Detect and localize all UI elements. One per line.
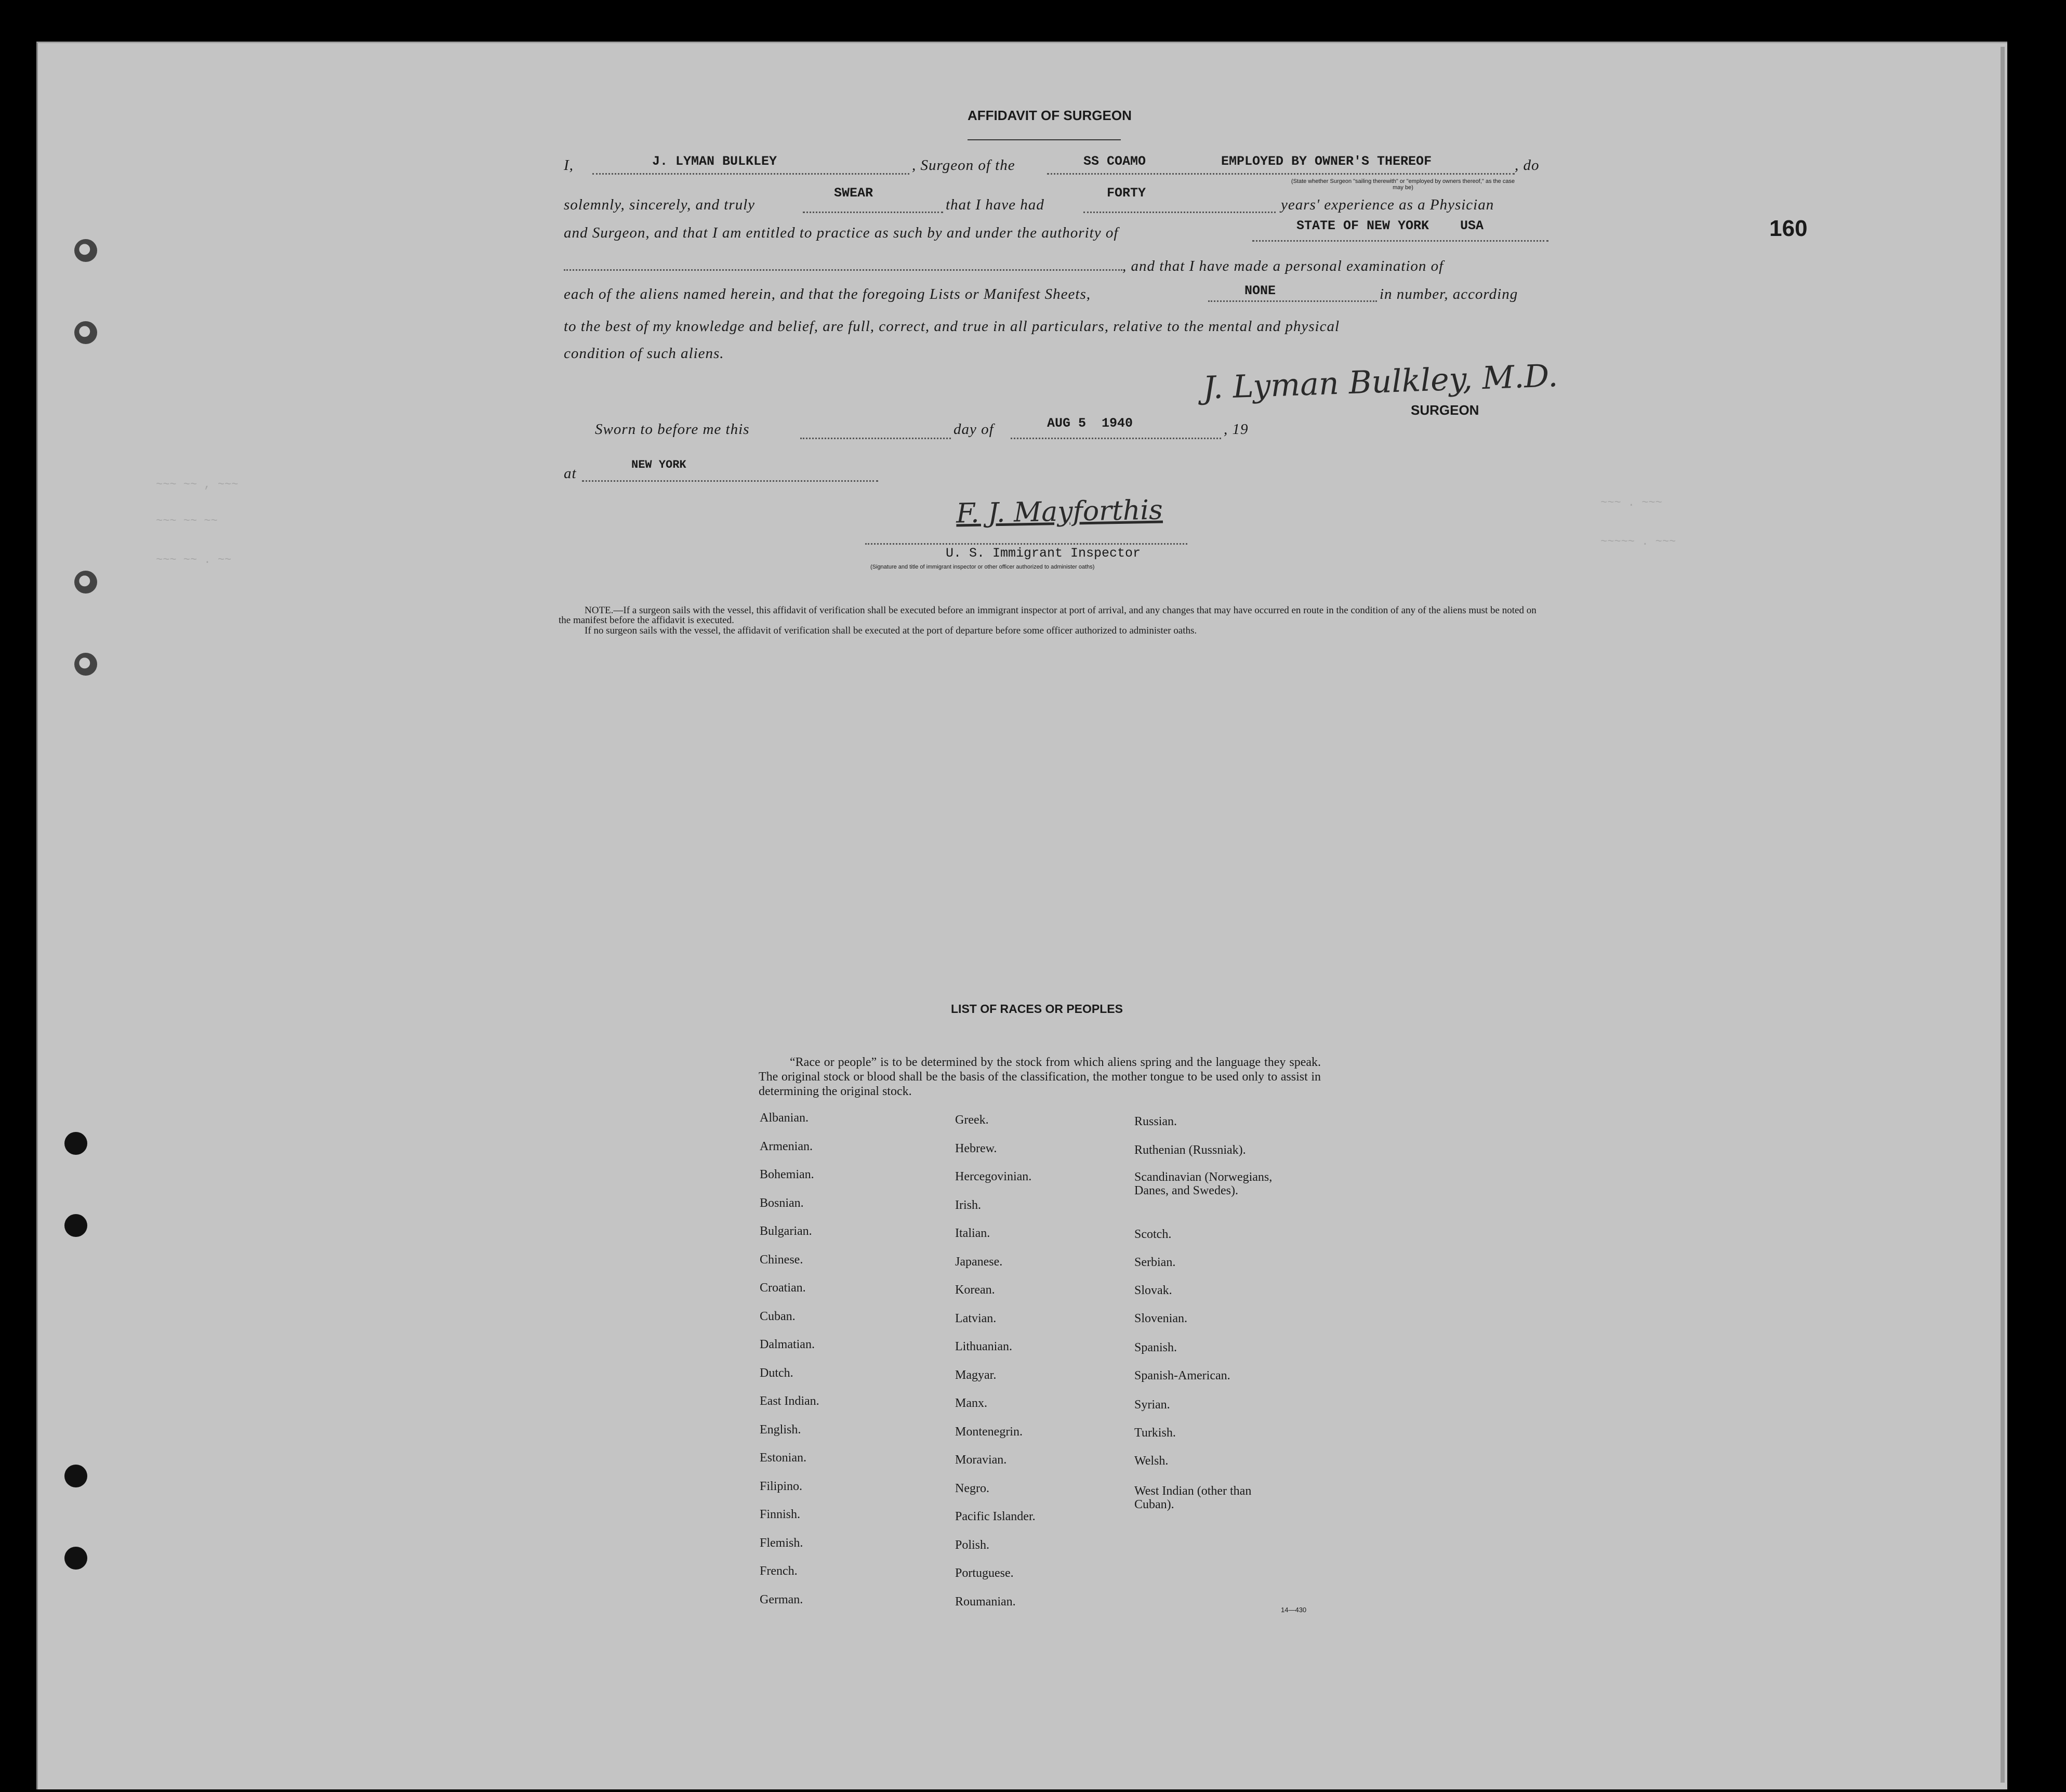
race-item: Scandinavian (Norwegians,: [1134, 1170, 1273, 1184]
binder-hole: [64, 1547, 87, 1570]
page-edge: [2001, 47, 2005, 1783]
sheet-count-line: [1208, 300, 1377, 302]
bleed-through-mark: ~~~ ~~ . ~~: [156, 554, 232, 566]
note-2: If no surgeon sails with the vessel, the affidavit of verification shall be executed at the port of departure before some officer authorized to administer oaths.: [585, 625, 1197, 636]
race-item: Scotch.: [1134, 1228, 1172, 1241]
employment-field: EMPLOYED BY OWNER'S THEREOF: [1221, 154, 1432, 169]
race-item: French.: [760, 1564, 798, 1578]
place-field: NEW YORK: [631, 458, 686, 471]
race-item: Dutch.: [760, 1366, 793, 1380]
years-line: [1083, 212, 1276, 213]
authority-line-2: [564, 269, 1122, 271]
race-item: Croatian.: [760, 1281, 806, 1295]
inspector-title: U. S. Immigrant Inspector: [946, 546, 1141, 561]
binder-hole: [74, 653, 97, 676]
race-item: Chinese.: [760, 1253, 803, 1267]
inspector-line: [865, 543, 1187, 545]
binder-hole: [64, 1132, 87, 1155]
surgeon-label: SURGEON: [1411, 402, 1479, 418]
race-item: Flemish.: [760, 1536, 803, 1550]
sheet-count-field: NONE: [1244, 283, 1276, 298]
vessel-field: SS COAMO: [1083, 154, 1146, 169]
race-item: Finnish.: [760, 1508, 801, 1521]
race-item: Pacific Islander.: [955, 1510, 1036, 1523]
race-item: Dalmatian.: [760, 1338, 815, 1351]
race-item: Serbian.: [1134, 1256, 1176, 1269]
race-item: Hercegovinian.: [955, 1170, 1032, 1183]
race-item: Hebrew.: [955, 1141, 997, 1155]
bleed-through-mark: ~~~ ~~ ~~: [156, 515, 218, 528]
race-item: Manx.: [955, 1396, 987, 1410]
race-item: Greek.: [955, 1113, 989, 1127]
race-item: Bosnian.: [760, 1196, 804, 1210]
race-item: Spanish-American.: [1134, 1369, 1230, 1382]
race-item: Russian.: [1134, 1115, 1177, 1128]
line5-suffix: in number, according: [1380, 286, 1518, 302]
bleed-through-mark: ~~~ ~~ , ~~~: [156, 478, 239, 491]
oath-field: SWEAR: [834, 186, 873, 201]
race-item: Japanese.: [955, 1255, 1003, 1269]
sworn-suffix: , 19: [1224, 421, 1249, 438]
line1-prefix: I,: [564, 157, 574, 174]
affidavit-title: AFFIDAVIT OF SURGEON: [968, 108, 1132, 123]
sworn-day-line: [800, 438, 951, 439]
race-item: German.: [760, 1592, 803, 1606]
authority-line: [1252, 240, 1548, 242]
race-item: Bulgarian.: [760, 1224, 812, 1238]
sworn-date-line: [1011, 438, 1221, 439]
race-item: Negro.: [955, 1481, 989, 1495]
race-item: Turkish.: [1134, 1426, 1176, 1440]
sworn-prefix: Sworn to before me this: [595, 421, 750, 438]
vessel-line: [1047, 173, 1515, 175]
race-item: Armenian.: [760, 1139, 813, 1153]
surgeon-name-line: [592, 173, 909, 175]
race-item: Syrian.: [1134, 1398, 1170, 1412]
surgeon-signature: J. Lyman Bulkley, M.D.: [1202, 358, 1559, 406]
note-1: NOTE.—If a surgeon sails with the vessel, this affidavit of verification shall be executed before an immigrant inspector at port of arrival, and any changes that may have occurred en route in the condition of any of the aliens must be noted on the manifest before the affidavit is executed.: [559, 605, 1537, 626]
race-item: Filipino.: [760, 1479, 803, 1493]
race-item: Lithuanian.: [955, 1340, 1012, 1353]
race-item: West Indian (other than: [1134, 1484, 1252, 1498]
authority-field: STATE OF NEW YORK USA: [1296, 218, 1484, 233]
sworn-mid: day of: [953, 421, 994, 438]
document-sheet: [36, 42, 2007, 1789]
employment-hint: (State whether Surgeon "sailing therewith" or "employed by owners thereof," as the case may be): [1291, 178, 1515, 191]
line2-prefix: solemnly, sincerely, and truly: [564, 196, 756, 213]
line4-text: , and that I have made a personal examination of: [1122, 258, 1444, 274]
race-item: Spanish.: [1134, 1341, 1177, 1354]
sworn-date-field: AUG 5 1940: [1047, 416, 1133, 431]
race-item: Portuguese.: [955, 1566, 1014, 1580]
line2-mid: that I have had: [946, 196, 1044, 213]
binder-hole: [64, 1465, 87, 1487]
race-item: Polish.: [955, 1538, 990, 1552]
races-title: LIST OF RACES OR PEOPLES: [951, 1002, 1123, 1016]
race-item: Bohemian.: [760, 1168, 814, 1181]
line1-suffix: , do: [1515, 157, 1540, 174]
line1-mid: , Surgeon of the: [912, 157, 1015, 174]
race-item: Korean.: [955, 1283, 995, 1297]
race-item: Roumanian.: [955, 1595, 1016, 1609]
race-item: Latvian.: [955, 1311, 997, 1325]
race-item: Albanian.: [760, 1111, 809, 1125]
line3-prefix: and Surgeon, and that I am entitled to practice as such by and under the authority of: [564, 225, 1119, 241]
at-prefix: at: [564, 465, 577, 482]
line5-prefix: each of the aliens named herein, and that the foregoing Lists or Manifest Sheets,: [564, 286, 1091, 302]
race-item: Welsh.: [1134, 1454, 1169, 1468]
race-item: Estonian.: [760, 1451, 806, 1465]
race-item: Cuban).: [1134, 1498, 1174, 1511]
race-item: Moravian.: [955, 1453, 1007, 1467]
race-item: Slovak.: [1134, 1284, 1172, 1297]
bleed-through-mark: ~~~~~ . ~~~: [1600, 535, 1676, 548]
page-number: 160: [1769, 216, 1808, 241]
race-item: Danes, and Swedes).: [1134, 1184, 1238, 1197]
race-item: Montenegrin.: [955, 1425, 1023, 1439]
race-item: East Indian.: [760, 1394, 819, 1408]
form-number: 14—430: [1281, 1606, 1307, 1614]
binder-hole: [64, 1214, 87, 1237]
races-intro: “Race or people” is to be determined by the stock from which aliens spring and the language they speak. The original stock or blood shall be the basis of the classification, the mother tongue to be used only to assist in determining the original stock.: [759, 1056, 1321, 1098]
line6-text: to the best of my knowledge and belief, are full, correct, and true in all particulars, relative to the mental and physical: [564, 318, 1340, 335]
race-item: Slovenian.: [1134, 1312, 1187, 1325]
place-line: [582, 480, 878, 482]
race-item: Magyar.: [955, 1368, 997, 1382]
binder-hole: [74, 239, 97, 262]
race-item: Cuban.: [760, 1309, 796, 1323]
binder-hole: [74, 571, 97, 594]
oath-line: [803, 212, 943, 213]
inspector-hint: (Signature and title of immigrant inspector or other officer authorized to administer oaths): [870, 564, 1095, 570]
surgeon-name-field: J. LYMAN BULKLEY: [652, 154, 777, 169]
race-item: English.: [760, 1422, 801, 1437]
bleed-through-mark: ~~~ . ~~~: [1600, 496, 1662, 509]
line2-suffix: years' experience as a Physician: [1281, 196, 1494, 213]
inspector-signature: F. J. Mayforthis: [956, 494, 1163, 530]
title-underline: [968, 139, 1121, 140]
line7-text: condition of such aliens.: [564, 345, 724, 362]
race-item: Irish.: [955, 1198, 981, 1212]
years-field: FORTY: [1107, 186, 1146, 201]
binder-hole: [74, 321, 97, 344]
race-item: Ruthenian (Russniak).: [1134, 1143, 1246, 1157]
race-item: Italian.: [955, 1227, 990, 1240]
